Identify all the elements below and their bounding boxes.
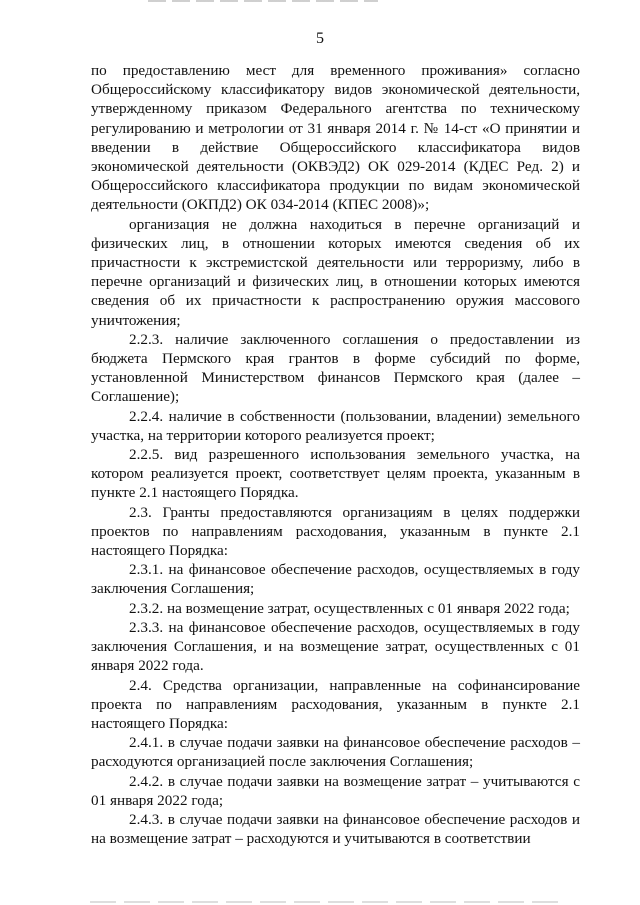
paragraph-2-3-2: 2.3.2. на возмещение затрат, осуществленных с 01 января 2022 года; [129,599,570,617]
paragraph-2-4-3: 2.4.3. в случае подачи заявки на финансовое обеспечение расходов и на возмещение затрат – расходуются и учитываются в соответствии [91,810,580,848]
document-body [91,61,580,848]
paragraph-extremism-list: организация не должна находиться в перечне организаций и физических лиц, в отношении которых имеются сведения об их причастности к экстремистской деятельности или терроризму, либо в перечне организаций и физических лиц, в отношении которых имеются сведения об их причастности к распространению оружия массового уничтожения; [91,215,580,329]
scan-artifact-top [148,0,378,2]
scan-artifact-bottom [90,901,560,903]
paragraph-2-3-1: 2.3.1. на финансовое обеспечение расходов, осуществляемых в году заключения Соглашения; [91,561,580,598]
paragraph-continuation: по предоставлению мест для временного проживания» согласно Общероссийскому классификатору видов экономической деятельности, утвержденному приказом Федерального агентства по техническому регулированию и метрологии от 31 января 2014 г. № 14-ст «О принятии и введении в действие Общероссийского классификатора видов экономической деятельности (ОКВЭД2) ОК 029-2014 (КДЕС Ред. 2) и Общероссийского классификатора продукции по видам экономической деятельности (ОКПД2) ОК 034-2014 (КПЕС 2008)»; [91,62,580,214]
paragraph-2-4-2: 2.4.2. в случае подачи заявки на возмещение затрат – учитываются с 01 января 2022 года; [91,772,580,809]
paragraph-2-4: 2.4. Средства организации, направленные на софинансирование проекта по направлениям расходования, указанным в пункте 2.1 настоящего Порядка: [91,676,580,732]
paragraph-2-2-4: 2.2.4. наличие в собственности (пользовании, владении) земельного участка, на территории которого реализуется проект; [91,407,580,444]
paragraph-2-2-3: 2.2.3. наличие заключенного соглашения о предоставлении из бюджета Пермского края грантов в форме субсидий по форме, установленной Министерством финансов Пермского края (далее – Соглашение); [91,330,580,406]
paragraph-2-3-3: 2.3.3. на финансовое обеспечение расходов, осуществляемых в году заключения Соглашения, и на возмещение затрат, осуществленных с 01 января 2022 года. [91,618,580,675]
paragraph-2-2-5: 2.2.5. вид разрешенного использования земельного участка, на котором реализуется проект, соответствует целям проекта, указанным в пункте 2.1 настоящего Порядка. [91,446,580,502]
paragraph-2-4-1: 2.4.1. в случае подачи заявки на финансовое обеспечение расходов – расходуются организацией после заключения Соглашения; [91,734,580,771]
paragraph-2-3: 2.3. Гранты предоставляются организациям в целях поддержки проектов по направлениям расходования, указанным в пункте 2.1 настоящего Порядка: [91,503,580,560]
page-number: 5 [316,30,324,47]
